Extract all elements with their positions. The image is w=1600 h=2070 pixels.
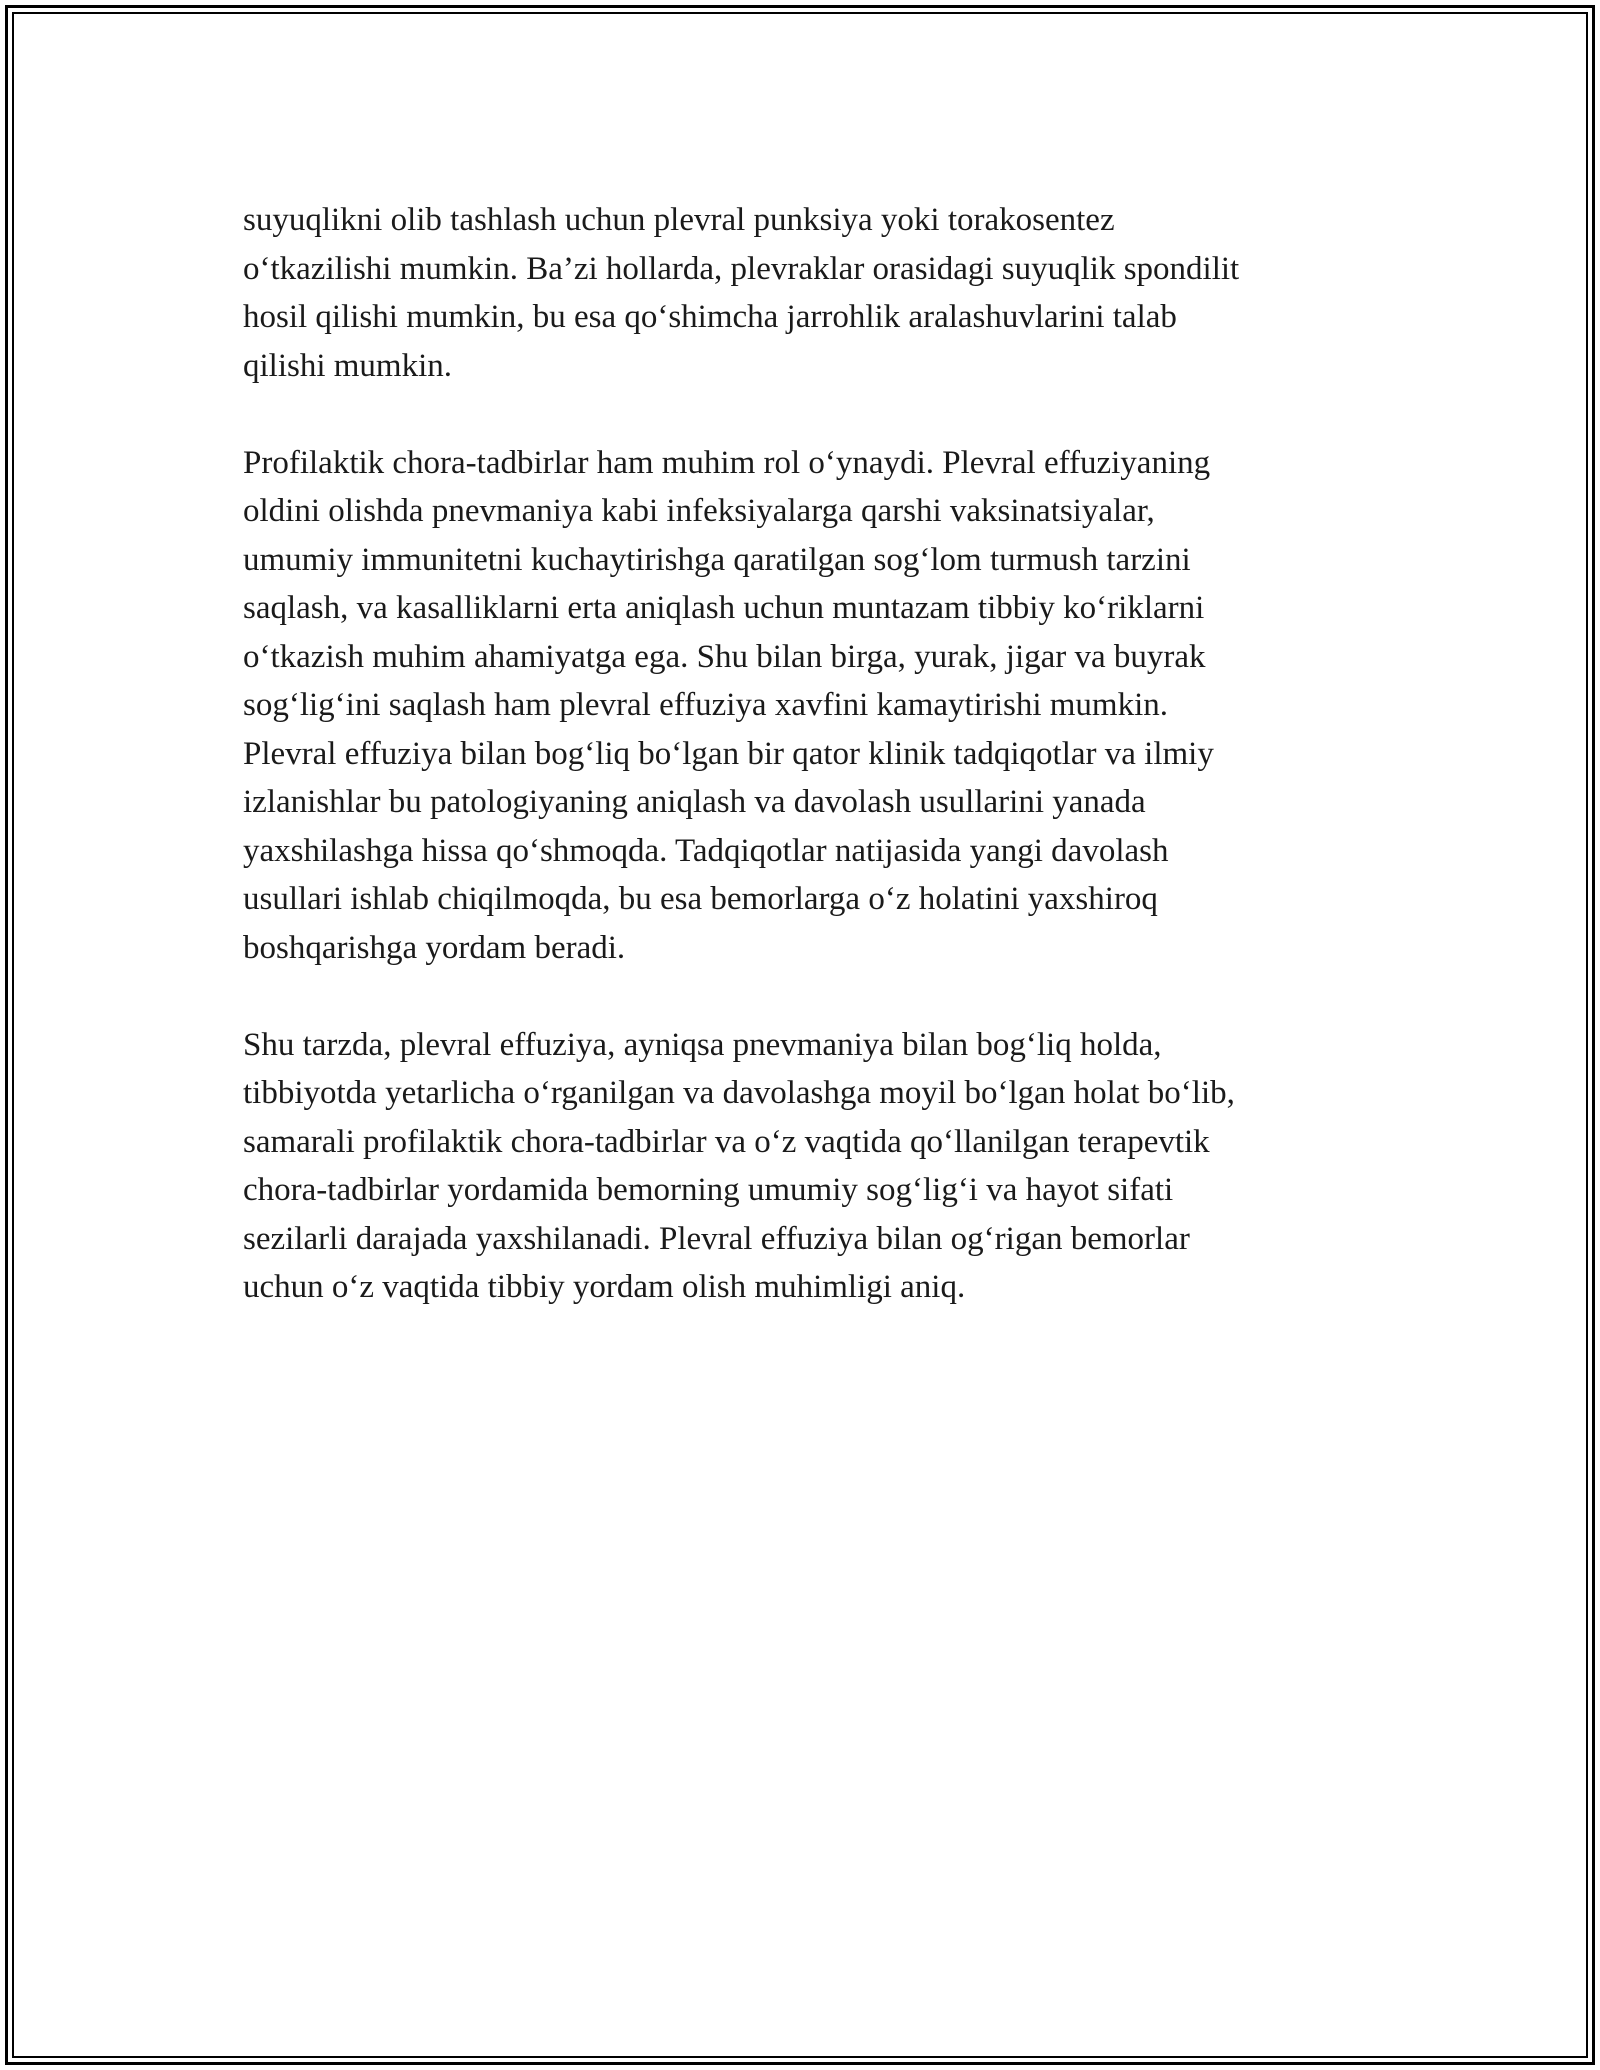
paragraph-2: [243, 439, 1413, 973]
text-line: izlanishlar bu patologiyaning aniqlash va davolash usullarini yanada: [243, 784, 1146, 820]
text-line: oldini olishda pnevmaniya kabi infeksiyalarga qarshi vaksinatsiyalar,: [243, 493, 1155, 529]
text-line: chora-tadbirlar yordamida bemorning umumiy sog‘lig‘i va hayot sifati: [243, 1172, 1174, 1208]
text-line: o‘tkazilishi mumkin. Ba’zi hollarda, plevraklar orasidagi suyuqlik spondilit: [243, 250, 1240, 287]
text-line: uchun o‘z vaqtida tibbiy yordam olish muhimligi aniq.: [243, 1269, 966, 1305]
text-line: o‘tkazish muhim ahamiyatga ega. Shu bilan birga, yurak, jigar va buyrak: [243, 638, 1206, 675]
text-line: samarali profilaktik chora-tadbirlar va o‘z vaqtida qo‘llanilgan terapevtik: [243, 1123, 1210, 1160]
text-line: sog‘lig‘ini saqlash ham plevral effuziya xavfini kamaytirishi mumkin.: [243, 687, 1169, 723]
text-line: tibbiyotda yetarlicha o‘rganilgan va davolashga moyil bo‘lgan holat bo‘lib,: [243, 1075, 1235, 1111]
text-line: Plevral effuziya bilan bog‘liq bo‘lgan bir qator klinik tadqiqotlar va ilmiy: [243, 735, 1214, 772]
text-line: saqlash, va kasalliklarni erta aniqlash uchun muntazam tibbiy ko‘riklarni: [243, 590, 1205, 626]
text-line: Shu tarzda, plevral effuziya, ayniqsa pnevmaniya bilan bog‘liq holda,: [243, 1026, 1162, 1063]
text-line: sezilarli darajada yaxshilanadi. Plevral effuziya bilan og‘rigan bemorlar: [243, 1220, 1190, 1257]
text-line: suyuqlikni olib tashlash uchun plevral punksiya yoki torakosentez: [243, 202, 1115, 238]
text-line: qilishi mumkin.: [243, 347, 453, 384]
page-frame: [5, 5, 1595, 2065]
text-line: umumiy immunitetni kuchaytirishga qaratilgan sog‘lom turmush tarzini: [243, 541, 1191, 578]
text-line: boshqarishga yordam beradi.: [243, 929, 626, 966]
paragraph-1: [243, 196, 1413, 390]
text-line: hosil qilishi mumkin, bu esa qo‘shimcha jarrohlik aralashuvlarini talab: [243, 299, 1177, 335]
text-line: usullari ishlab chiqilmoqda, bu esa bemorlarga o‘z holatini yaxshiroq: [243, 881, 1158, 917]
text-line: Profilaktik chora-tadbirlar ham muhim rol o‘ynaydi. Plevral effuziyaning: [243, 444, 1211, 481]
paragraph-3: [243, 1021, 1413, 1312]
text-line: yaxshilashga hissa qo‘shmoqda. Tadqiqotlar natijasida yangi davolash: [243, 832, 1169, 869]
document-body: [243, 196, 1413, 1360]
